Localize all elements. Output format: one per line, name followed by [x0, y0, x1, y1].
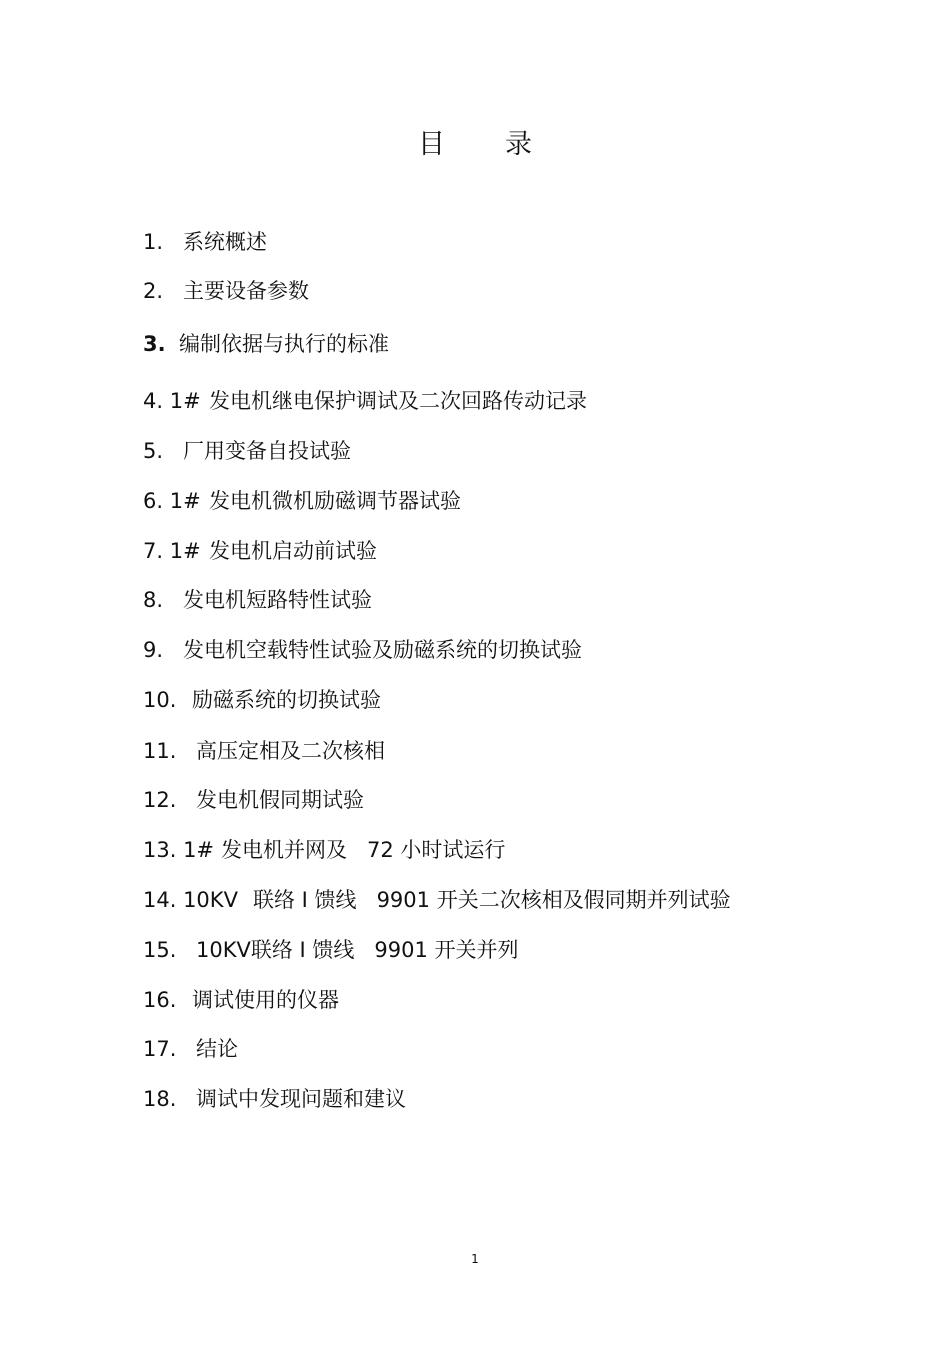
toc-item-number: 4. 1#	[143, 389, 201, 413]
toc-item-text: 厂用变备自投试验	[183, 439, 351, 463]
toc-item-text: 发电机短路特性试验	[183, 588, 372, 612]
toc-item-6	[143, 487, 461, 515]
toc-item-number: 11.	[143, 739, 177, 763]
toc-item-number: 2.	[143, 279, 164, 303]
toc-item-number: 3.	[143, 332, 166, 356]
toc-item-number: 18.	[143, 1087, 177, 1111]
toc-item-12	[143, 786, 364, 814]
toc-item-text: 发电机继电保护调试及二次回路传动记录	[209, 389, 587, 413]
toc-item-number: 16.	[143, 988, 177, 1012]
toc-item-text: 联络 I 馈线 9901 开关二次核相及假同期并列试验	[253, 888, 731, 912]
toc-item-2	[143, 277, 309, 305]
toc-item-text: 发电机假同期试验	[196, 788, 364, 812]
toc-item-text: 结论	[196, 1037, 238, 1061]
toc-item-number: 9.	[143, 638, 164, 662]
toc-item-number: 13. 1#	[143, 838, 215, 862]
toc-item-text: 10KV联络 I 馈线 9901 开关并列	[196, 938, 519, 962]
toc-item-text: 发电机微机励磁调节器试验	[209, 489, 461, 513]
toc-item-3	[143, 330, 389, 358]
toc-item-text: 高压定相及二次核相	[196, 739, 385, 763]
toc-title	[0, 122, 950, 161]
toc-item-text: 发电机空载特性试验及励磁系统的切换试验	[183, 638, 582, 662]
toc-item-8	[143, 586, 372, 614]
toc-item-14	[143, 886, 731, 914]
toc-item-text: 编制依据与执行的标准	[179, 332, 389, 356]
toc-item-9	[143, 636, 582, 664]
toc-item-7	[143, 537, 377, 565]
toc-item-15	[143, 936, 519, 964]
toc-item-number: 10.	[143, 688, 177, 712]
toc-item-text: 系统概述	[183, 230, 267, 254]
toc-item-11	[143, 737, 385, 765]
toc-item-18	[143, 1085, 406, 1113]
toc-item-number: 5.	[143, 439, 164, 463]
toc-item-16	[143, 986, 339, 1014]
toc-item-number: 15.	[143, 938, 177, 962]
toc-item-text: 调试中发现问题和建议	[196, 1087, 406, 1111]
toc-title-char-2: 录	[505, 129, 532, 160]
toc-item-number: 6. 1#	[143, 489, 201, 513]
toc-item-4	[143, 387, 587, 415]
toc-item-10	[143, 686, 381, 714]
toc-item-number: 17.	[143, 1037, 177, 1061]
toc-item-text: 调试使用的仪器	[192, 988, 339, 1012]
toc-item-17	[143, 1035, 238, 1063]
toc-item-text: 励磁系统的切换试验	[192, 688, 381, 712]
toc-item-text: 发电机并网及 72 小时试运行	[221, 838, 506, 862]
toc-item-text: 发电机启动前试验	[209, 539, 377, 563]
toc-item-text: 主要设备参数	[183, 279, 309, 303]
page-number: 1	[471, 1252, 479, 1266]
toc-item-number: 7. 1#	[143, 539, 201, 563]
toc-item-number: 1.	[143, 230, 164, 254]
toc-item-number: 12.	[143, 788, 177, 812]
toc-item-number: 8.	[143, 588, 164, 612]
toc-item-number: 14. 10KV	[143, 888, 238, 912]
toc-title-char-1: 目	[418, 129, 445, 160]
toc-item-5	[143, 437, 351, 465]
toc-item-1	[143, 228, 267, 256]
toc-item-13	[143, 836, 505, 864]
